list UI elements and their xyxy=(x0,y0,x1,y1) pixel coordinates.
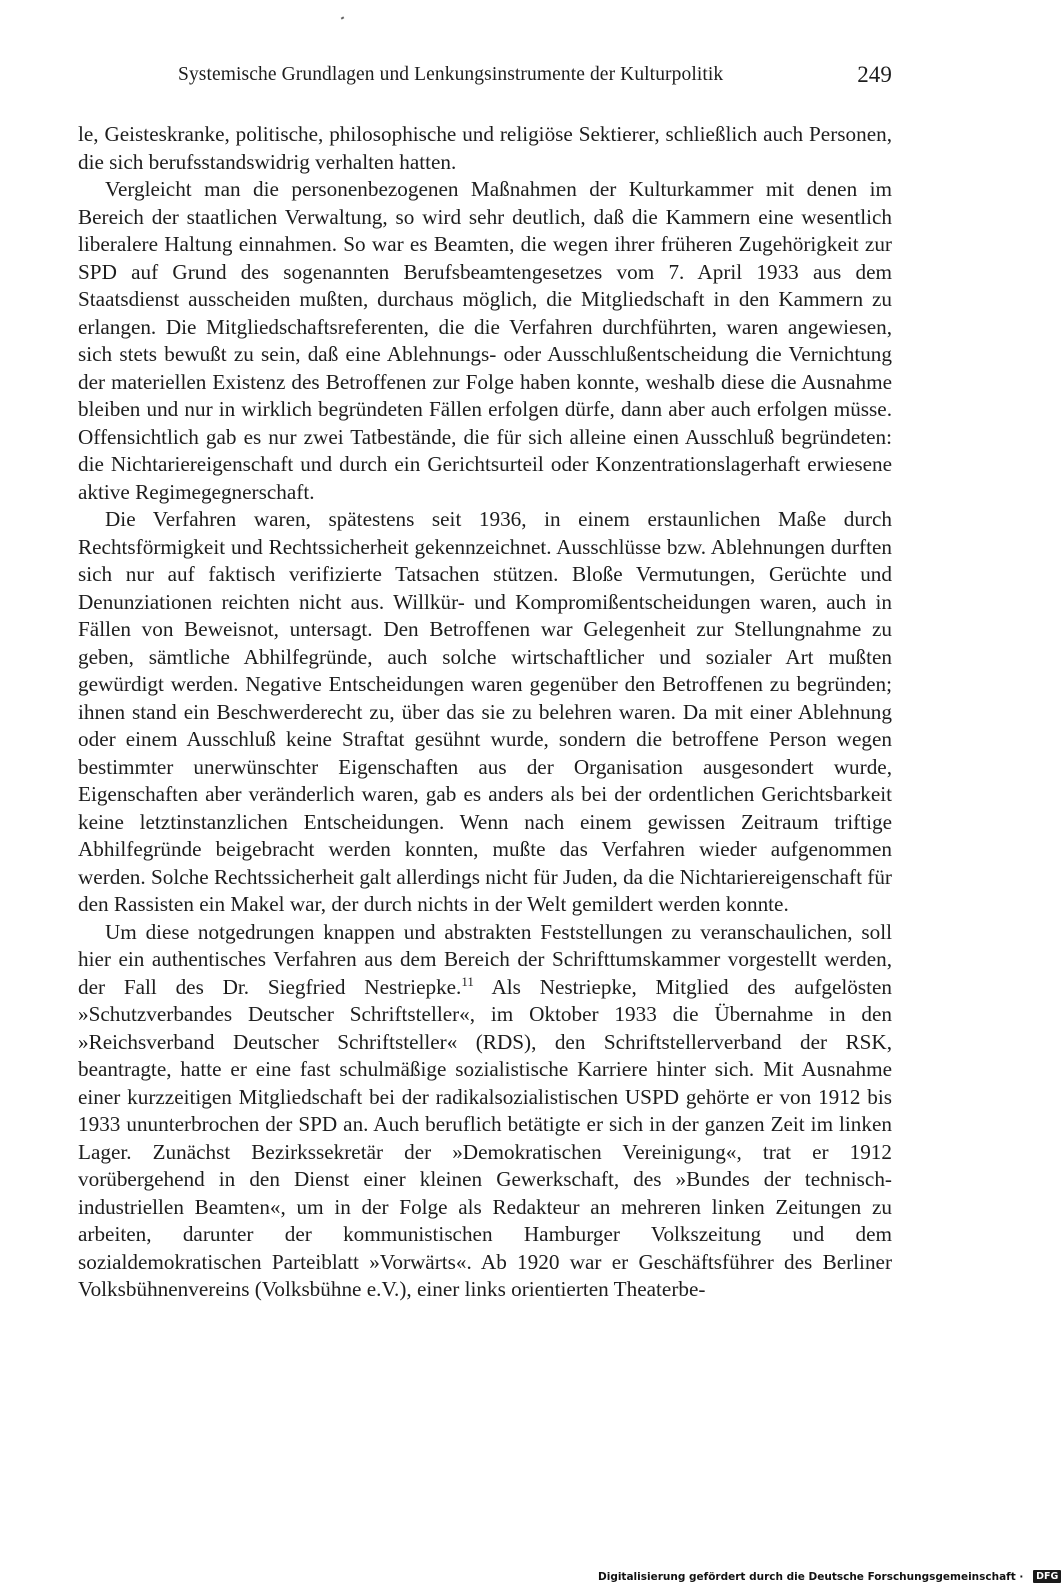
digitization-footer xyxy=(598,1570,1059,1592)
body-text xyxy=(78,121,892,1304)
paragraph-text-after-footnote: Als Nestriepke, Mitglied des aufgelösten »Schutzverbandes Deutscher Schriftsteller«, im Oktober 1933 die Übernahme in den »Reichsverband Deutscher Schriftsteller« (RDS), den Schriftstellerverband der RSK, beantragte, hatte er eine fast schulmäßige sozialistische Karriere hinter sich. Mit Ausnahme einer kurzzeitigen Mitgliedschaft bei der radikalsozialistischen USPD gehörte er von 1912 bis 1933 ununterbrochen der SPD an. Auch beruflich betätigte er sich in der ganzen Zeit im linken Lager. Zunächst Bezirkssekretär der »Demokratischen Vereinigung«, trat er 1912 vorübergehend in den Dienst einer kleinen Gewerkschaft, des »Bundes der technisch-industriellen Beamten«, um in der Folge als Redakteur an mehreren linken Zeitungen zu arbeiten, darunter der kommunistischen Hamburger Volkszeitung und dem sozialdemokratischen Parteiblatt »Vorwärts«. Ab 1920 war er Geschäftsführer des Berliner Volksbühnenvereins (Volksbühne e.V.), einer links orientierten Theaterbe- xyxy=(78,974,892,1301)
paragraph-text-before-footnote: Um diese notgedrungen knappen und abstrakten Feststellungen zu veranschaulichen, soll hier ein authentisches Verfahren aus dem Bereich der Schrifttumskammer vorgestellt werden, der Fall des Dr. Siegfried Nestriepke. xyxy=(78,919,892,999)
scan-speck xyxy=(341,16,345,19)
paragraph-nestriepke-case xyxy=(78,919,892,1304)
paragraph-procedures: Die Verfahren waren, spätestens seit 1936, in einem erstaunlichen Maße durch Rechtsförmigkeit und Rechtssicherheit gekennzeichnet. Ausschlüsse bzw. Ablehnungen durften sich nur auf faktisch verifizierte Tatsachen stützen. Bloße Vermutungen, Gerüchte und Denunziationen reichten nicht aus. Willkür- und Kompromißentscheidungen waren, auch in Fällen von Beweisnot, untersagt. Den Betroffenen war Gelegenheit zur Stellungnahme zu geben, sämtliche Abhilfegründe, auch solche wirtschaftlicher und sozialer Art mußten gewürdigt werden. Negative Entscheidungen waren gegenüber den Betroffenen zu begründen; ihnen stand ein Beschwerderecht zu, über das sie zu belehren waren. Da mit einer Ablehnung oder einem Ausschluß keine Straftat gesühnt wurde, sondern die betroffene Person wegen bestimmter unerwünschter Eigenschaften aus der Organisation ausgesondert wurde, Eigenschaften aber veränderlich waren, gab es anders als bei der ordentlichen Gerichtsbarkeit keine letztinstanzlichen Entscheidungen. Wenn nach einem gewissen Zeitraum triftige Abhilfegründe beigebracht werden konnten, mußte das Verfahren wieder aufgenommen werden. Solche Rechtssicherheit galt allerdings nicht für Juden, da die Nichtariereigenschaft für den Rassisten ein Makel war, der durch nichts in der Welt gemildert werden konnte. xyxy=(78,507,892,916)
paragraph-kulturkammer-comparison: Vergleicht man die personenbezogenen Maßnahmen der Kulturkammer mit denen im Bereich der staatlichen Verwaltung, so wird sehr deutlich, daß die Kammern eine wesentlich liberalere Haltung einnahmen. So war es Beamten, die wegen ihrer früheren Zugehörigkeit zur SPD auf Grund des sogenannten Berufsbeamtengesetzes vom 7. April 1933 aus dem Staatsdienst ausscheiden mußten, durchaus möglich, die Mitgliedschaft in den Kammern zu erlangen. Die Mitgliedschaftsreferenten, die die Verfahren durchführten, waren angewiesen, sich stets bewußt zu sein, daß eine Ablehnungs- oder Ausschlußentscheidung die Vernichtung der materiellen Existenz des Betroffenen zur Folge haben konnte, weshalb diese die Ausnahme bleiben und nur in wirklich begründeten Fällen erfolgen dürfe, dann aber auch erfolgen müsse. Offensichtlich gab es nur zwei Tatbestände, die für sich alleine einen Ausschluß begründeten: die Nichtariereigenschaft und durch ein Gerichtsurteil oder Konzentrationslagerhaft erwiesene aktive Regimegegnerschaft. xyxy=(78,177,892,504)
digitization-note: Digitalisierung gefördert durch die Deutsche Forschungsgemeinschaft xyxy=(598,1571,1016,1583)
page-number: 249 xyxy=(857,62,892,87)
running-header xyxy=(78,64,892,96)
footnote-reference[interactable]: 11 xyxy=(461,973,474,989)
dfg-logo-icon: DFG xyxy=(1033,1570,1061,1583)
paragraph-continuation: le, Geisteskranke, politische, philosophische und religiöse Sektierer, schließlich auch Personen, die sich berufsstandswidrig verhalten hatten. xyxy=(78,122,892,174)
footer-separator: · xyxy=(1015,1571,1028,1583)
running-title: Systemische Grundlagen und Lenkungsinstrumente der Kulturpolitik xyxy=(178,64,724,85)
